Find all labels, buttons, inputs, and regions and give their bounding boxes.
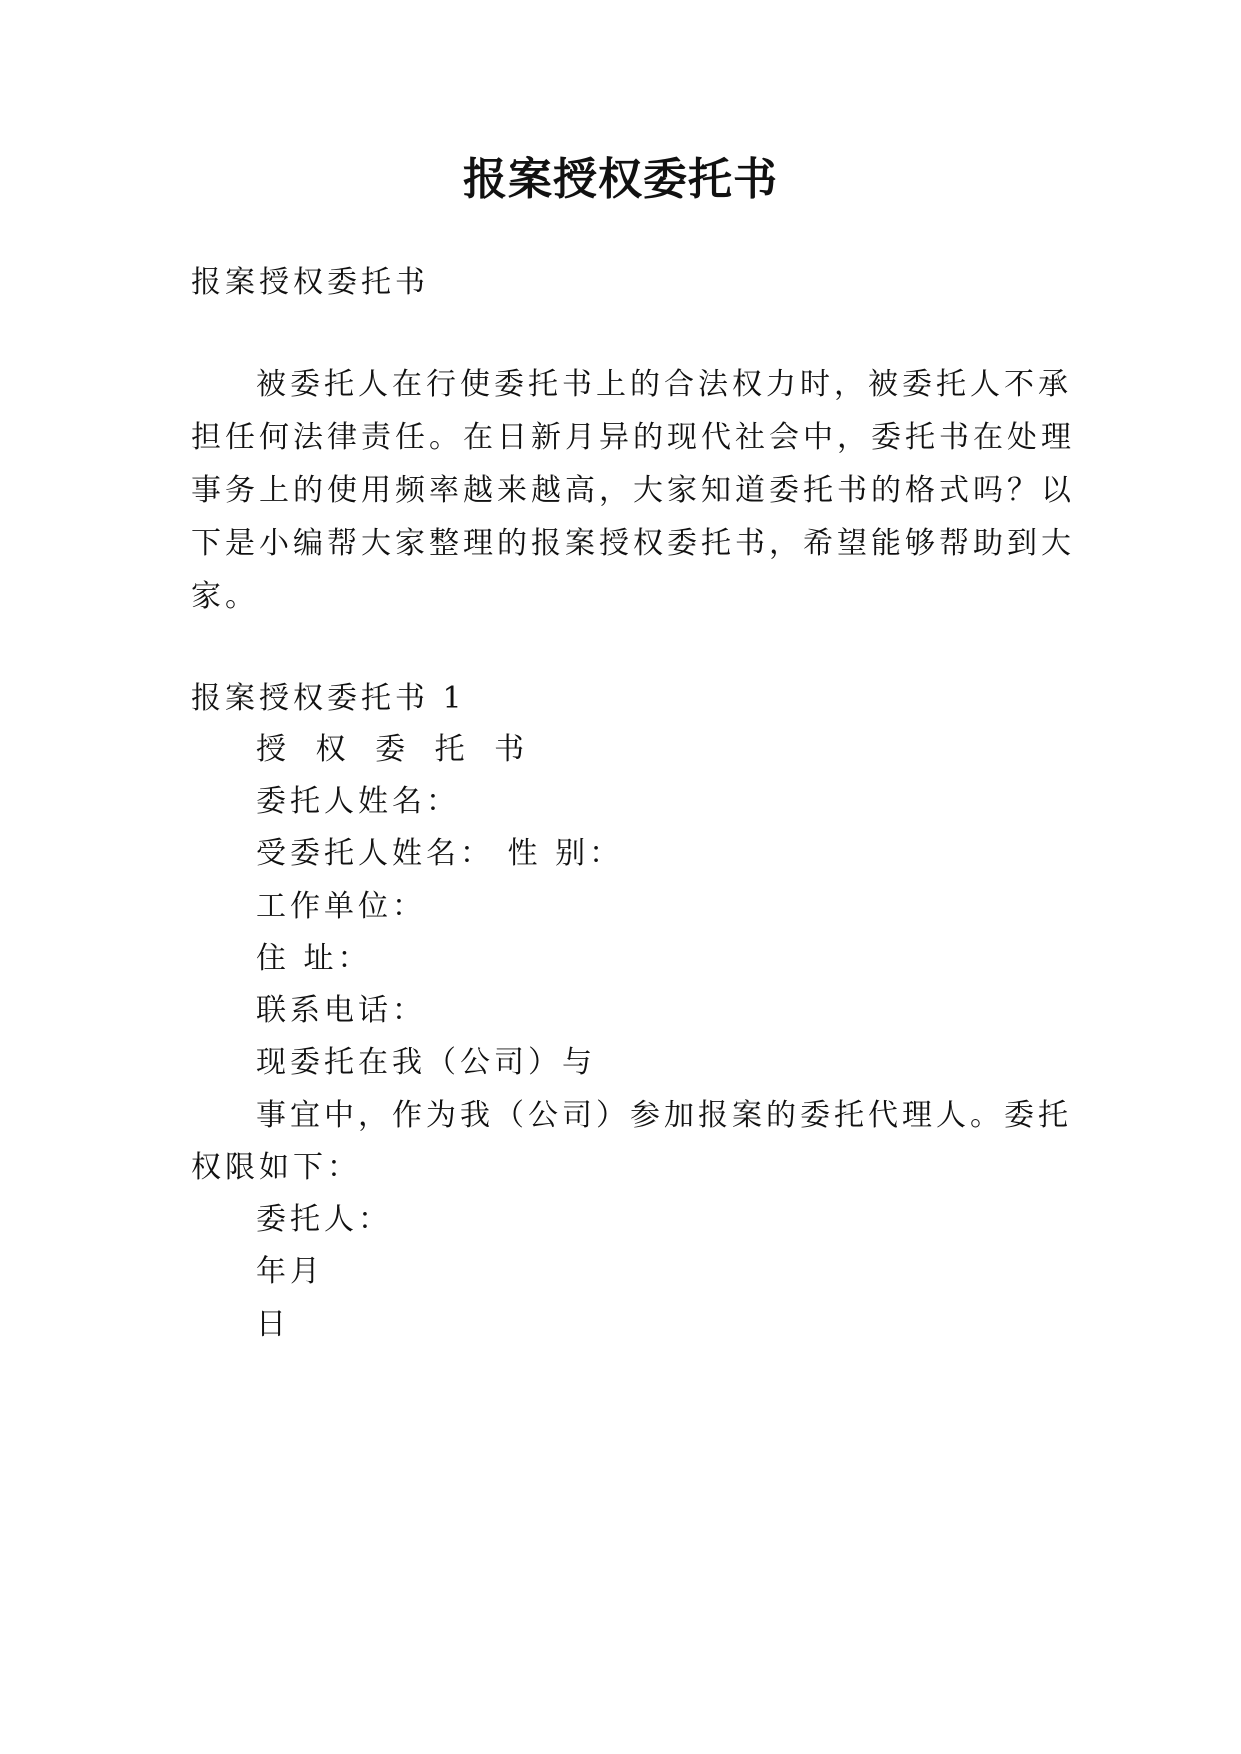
intro-paragraph-line: 下是小编帮大家整理的报案授权委托书，希望能够帮助到大 [191, 526, 1075, 561]
field-work-unit: 工作单位： [256, 889, 426, 924]
section-heading: 报案授权委托书 1 [191, 681, 466, 716]
form-title: 授 权 委 托 书 [256, 732, 535, 767]
signature-year-month: 年月 [256, 1254, 324, 1289]
field-principal-name: 委托人姓名： [256, 784, 460, 819]
intro-paragraph-line: 事务上的使用频率越来越高，大家知道委托书的格式吗？以 [191, 473, 1075, 508]
body-line: 现委托在我（公司）与 [256, 1045, 596, 1080]
body-line: 事宜中，作为我（公司）参加报案的委托代理人。委托 [256, 1098, 1072, 1133]
intro-paragraph-line: 家。 [191, 579, 259, 614]
signature-day: 日 [256, 1307, 290, 1342]
field-address: 住 址： [256, 941, 372, 976]
intro-paragraph-line: 担任何法律责任。在日新月异的现代社会中，委托书在处理 [191, 420, 1075, 455]
intro-paragraph-line: 被委托人在行使委托书上的合法权力时，被委托人不承 [256, 367, 1072, 402]
document-subtitle: 报案授权委托书 [191, 265, 429, 300]
document-title: 报案授权委托书 [463, 154, 778, 205]
field-phone: 联系电话： [256, 993, 426, 1028]
signature-principal: 委托人： [256, 1202, 392, 1237]
body-line: 权限如下： [191, 1150, 361, 1185]
field-agent-name-gender: 受委托人姓名： 性 别： [256, 836, 624, 871]
